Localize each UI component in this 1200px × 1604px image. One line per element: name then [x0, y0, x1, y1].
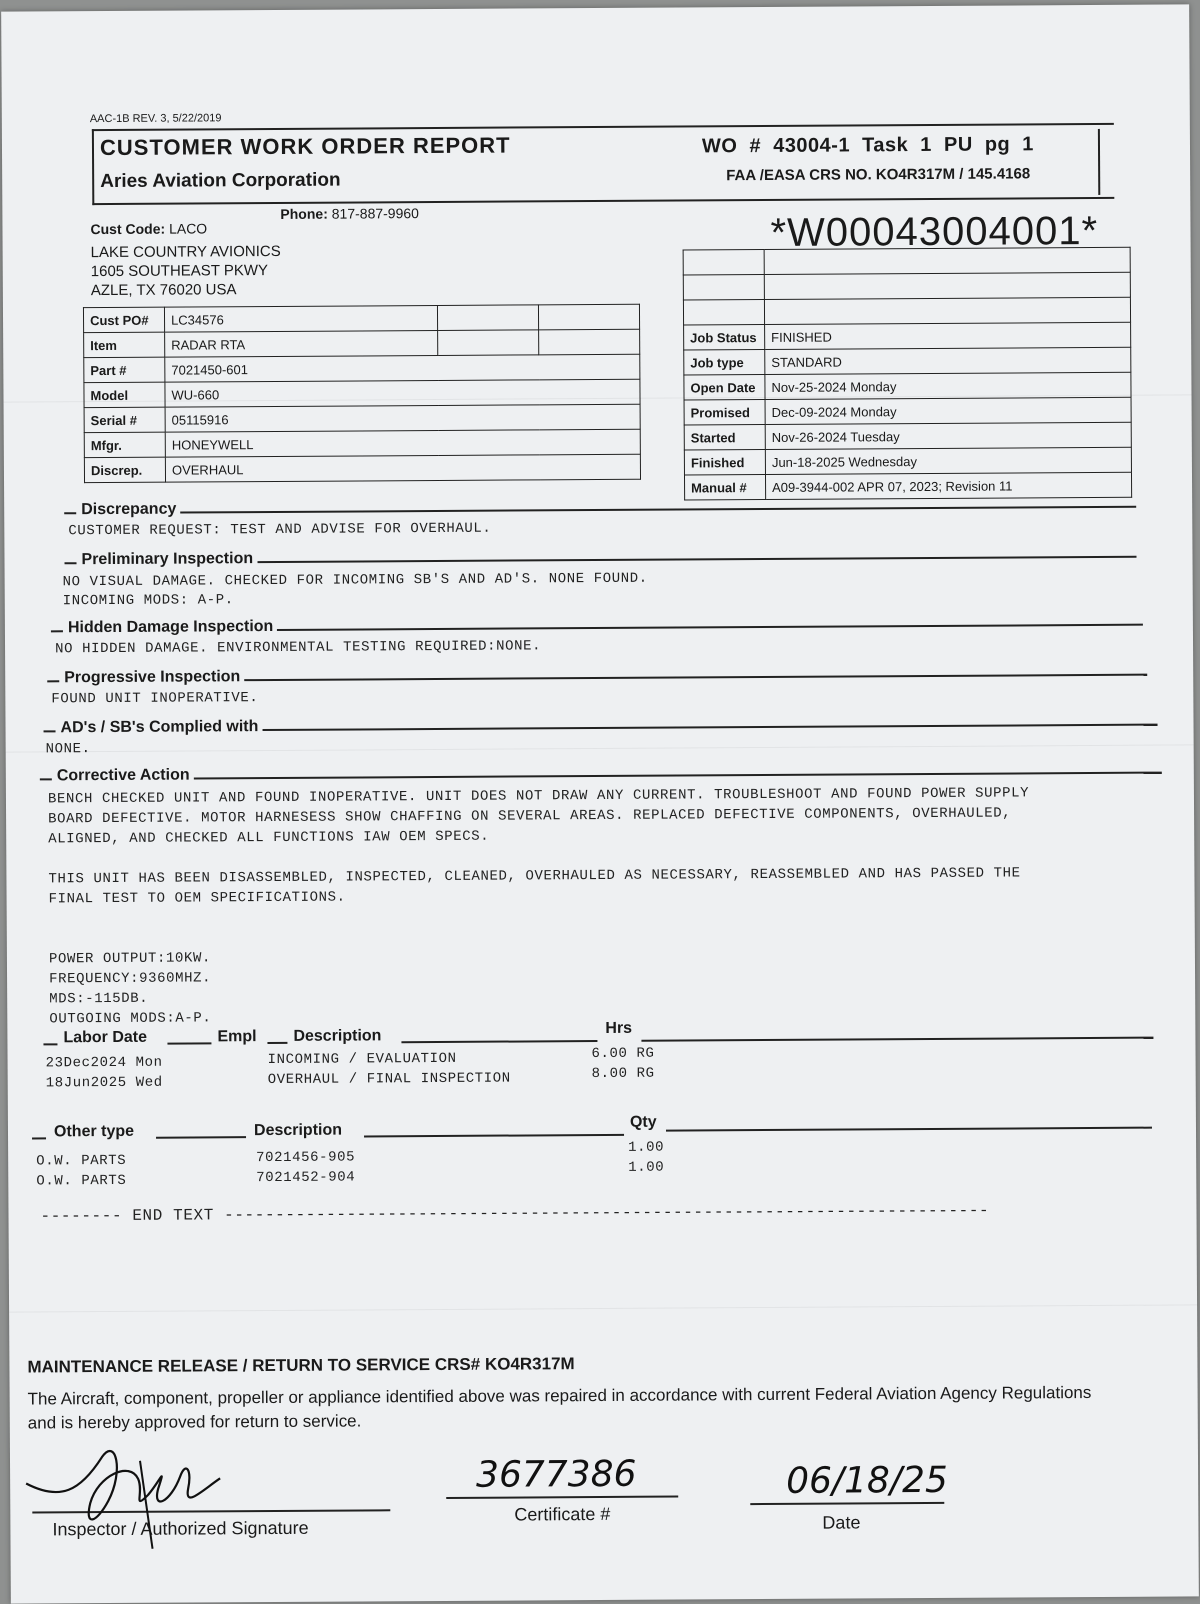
- row-value: WU-660: [165, 379, 640, 407]
- labor-dates: [46, 1053, 163, 1094]
- row-label: Started: [684, 424, 765, 449]
- inspector-signature: [20, 1430, 251, 1551]
- row-value: 7021450-601: [165, 354, 640, 382]
- qty-header: Qty: [629, 1113, 657, 1131]
- discrepancy-text: CUSTOMER REQUEST: TEST AND ADVISE FOR OVERHAUL.: [68, 520, 492, 540]
- fold-crease: [6, 744, 1194, 752]
- row-label: Job Status: [684, 324, 765, 349]
- started-date-value: Nov-26-2024 Tuesday: [765, 422, 1131, 449]
- promised-date-value: Dec-09-2024 Monday: [765, 397, 1131, 424]
- table-row: [684, 447, 1131, 475]
- description-header: Description: [293, 1027, 382, 1045]
- date-line: [750, 1502, 944, 1505]
- table-row: [84, 429, 640, 457]
- barcode-text: *W00043004001*: [770, 208, 1099, 255]
- hours-header: Hrs: [605, 1019, 633, 1037]
- fold-crease: [9, 1304, 1197, 1312]
- row-label: Finished: [684, 449, 765, 474]
- table-row: [684, 372, 1131, 400]
- table-row: [684, 422, 1131, 450]
- table-row: 18Jun2025 Wed: [45, 1074, 163, 1092]
- table-row: [684, 347, 1131, 375]
- date-caption: Date: [822, 1512, 861, 1533]
- phone-label: Phone:: [280, 205, 328, 222]
- address-line: LAKE COUNTRY AVIONICS: [90, 242, 281, 262]
- signature-caption: Inspector / Authorized Signature: [52, 1517, 309, 1540]
- labor-hours: 6.00 RG 8.00 RG: [591, 1045, 655, 1083]
- customer-address: [91, 242, 281, 300]
- row-value: 05115916: [165, 404, 640, 432]
- table-row: [84, 329, 640, 357]
- release-date-handwritten: 06/18/25: [786, 1459, 948, 1502]
- other-quantities: 1.00 1.00: [628, 1139, 665, 1176]
- other-types: [36, 1151, 126, 1192]
- work-order-sheet: [1, 4, 1199, 1603]
- labor-date-header: Labor Date: [63, 1028, 148, 1047]
- other-header: [32, 1113, 1152, 1146]
- row-label: Cust PO#: [83, 307, 164, 332]
- title-box-edge: [1098, 129, 1100, 195]
- section-heading-discrepancy: Discrepancy: [64, 495, 1136, 520]
- other-descriptions: 7021456-905 7021452-904: [256, 1149, 356, 1187]
- row-label: Item: [84, 332, 165, 357]
- section-heading-progressive: Progressive Inspection: [47, 663, 1147, 688]
- company-name: Aries Aviation Corporation: [100, 169, 341, 193]
- row-value: LC34576: [164, 305, 437, 332]
- row-label: Job type: [684, 349, 765, 374]
- table-row: [683, 247, 1130, 275]
- address-line: AZLE, TX 76020 USA: [90, 281, 237, 300]
- work-order-number: WO # 43004-1 Task 1 PU pg 1: [701, 133, 1034, 158]
- row-value: HONEYWELL: [165, 429, 640, 457]
- corrective-action-text: BENCH CHECKED UNIT AND FOUND INOPERATIVE. UNIT DOES NOT DRAW ANY CURRENT. TROUBLESHOOT AND FOUND POWER SUPPLY BOARD DEFECTIVE. MOTOR HARNESESS SHOW CHAFFING ON SEVERAL AREAS. REPLACED DEFECTIVE COMPONENTS, OVERHAULED, ALIGNED, AND CHECKED ALL FUNCTIONS IAW OEM SPECS. THIS UNIT HAS BEEN DISASSEMBLED, INSPECTED, CLEANED, OVERHAULED AS NECESSARY, REASSEMBLED AND HAS PASSED THE FINAL TEST TO OEM SPECIFICATIONS. POWER OUTPUT:10KW. FREQUENCY:9360MHZ. MDS:-115DB. OUTGOING MODS:A-P.: [47, 785, 1030, 1028]
- ads-sbs-text: NONE.: [45, 741, 91, 758]
- customer-code-label: Cust Code:: [90, 220, 166, 238]
- row-value: OVERHAUL: [165, 454, 640, 482]
- customer-phone: [280, 205, 419, 222]
- section-heading-preliminary: Preliminary Inspection: [64, 545, 1136, 570]
- certificate-line: [446, 1496, 678, 1499]
- end-text: -------- END TEXT ---------------------------------------------------------------------------: [40, 1201, 990, 1226]
- section-heading-corrective-action: Corrective Action: [40, 761, 1162, 786]
- row-value: RADAR RTA: [165, 330, 438, 357]
- row-label: Part #: [84, 357, 165, 382]
- table-row: [84, 354, 640, 382]
- address-line: 1605 SOUTHEAST PKWY: [90, 262, 269, 281]
- report-title: CUSTOMER WORK ORDER REPORT: [99, 132, 511, 161]
- open-date-value: Nov-25-2024 Monday: [765, 372, 1131, 399]
- row-label: Mfgr.: [84, 432, 165, 457]
- table-row: [683, 297, 1130, 325]
- row-label: Open Date: [684, 374, 765, 399]
- item-details-table: [83, 304, 641, 483]
- labor-descriptions: INCOMING / EVALUATION OVERHAUL / FINAL INSPECTION: [267, 1050, 511, 1089]
- certificate-caption: Certificate #: [514, 1503, 611, 1525]
- table-row: O.W. PARTS: [36, 1152, 127, 1170]
- table-row: [84, 454, 640, 482]
- row-label: Discrep.: [84, 457, 165, 482]
- preliminary-text: NO VISUAL DAMAGE. CHECKED FOR INCOMING SB'S AND AD'S. NONE FOUND. INCOMING MODS: A-P.: [62, 570, 648, 610]
- row-label: Model: [84, 382, 165, 407]
- certificate-number-handwritten: 3677386: [475, 1453, 637, 1496]
- job-status-table: [683, 247, 1133, 501]
- form-code: AAC-1B REV. 3, 5/22/2019: [89, 112, 222, 126]
- section-heading-ads-sbs: AD's / SB's Complied with: [43, 713, 1157, 738]
- customer-code-value: LACO: [168, 220, 208, 237]
- release-statement: The Aircraft, component, propeller or appliance identified above was repaired in accordance with current Federal Aviation Agency Regulations and is hereby approved for return to service.: [27, 1383, 1092, 1433]
- other-description-header: Description: [253, 1121, 343, 1140]
- job-status-value: FINISHED: [765, 322, 1131, 349]
- table-row: [83, 304, 639, 332]
- customer-code: [90, 220, 207, 237]
- table-row: [84, 379, 640, 407]
- crs-number: FAA /EASA CRS NO. KO4R317M / 145.4168: [726, 165, 1031, 185]
- table-row: [684, 322, 1131, 350]
- finished-date-value: Jun-18-2025 Wednesday: [765, 447, 1131, 474]
- manual-value: A09-3944-002 APR 07, 2023; Revision 11: [765, 472, 1131, 499]
- table-row: [683, 272, 1130, 300]
- row-label: Promised: [684, 399, 765, 424]
- job-type-value: STANDARD: [765, 347, 1131, 374]
- progressive-text: FOUND UNIT INOPERATIVE.: [51, 690, 259, 708]
- table-row: O.W. PARTS: [36, 1172, 127, 1190]
- row-label: Manual #: [684, 474, 765, 499]
- phone-value: 817-887-9960: [331, 205, 419, 222]
- other-type-header: Other type: [53, 1122, 135, 1141]
- row-label: Serial #: [84, 407, 165, 432]
- table-row: 23Dec2024 Mon: [45, 1054, 163, 1072]
- release-heading: MAINTENANCE RELEASE / RETURN TO SERVICE CRS# KO4R317M: [27, 1354, 575, 1377]
- hidden-damage-text: NO HIDDEN DAMAGE. ENVIRONMENTAL TESTING REQUIRED:NONE.: [54, 638, 542, 658]
- table-row: [684, 397, 1131, 425]
- empl-header: Empl: [217, 1028, 257, 1046]
- table-row: [84, 404, 640, 432]
- section-heading-hidden-damage: Hidden Damage Inspection: [51, 613, 1143, 638]
